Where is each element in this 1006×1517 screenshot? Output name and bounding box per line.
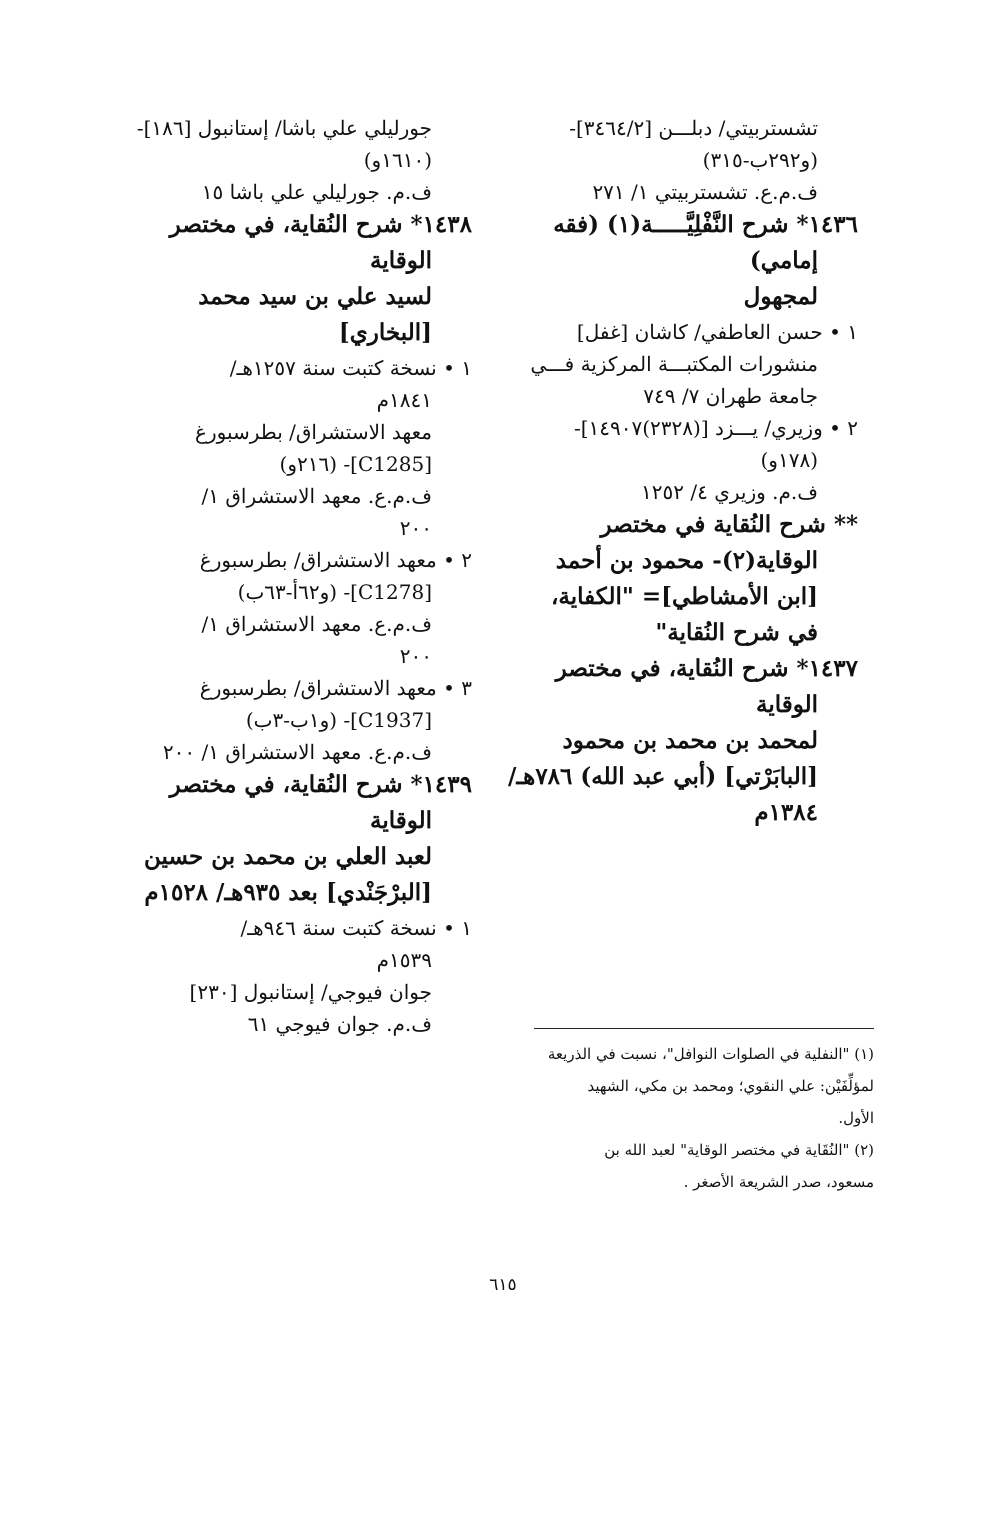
footnote-line: الأول. (838, 1109, 874, 1127)
right-column-line: ٢ • وزيري/ يـــزد [(٢٣٢٨)١٤٩٠٧]- (573, 416, 858, 440)
left-column-line: ف.م.ع. معهد الاستشراق ١/ ٢٠٠ (162, 740, 432, 764)
right-column-line: ** شرح النُقاية في مختصر (600, 511, 858, 538)
right-column-line: جامعة طهران ٧/ ٧٤٩ (643, 384, 818, 408)
right-column-line: ١٣٨٤م (754, 799, 818, 826)
footnotes (534, 1040, 874, 1200)
left-column-line: [C1278]- (و٦٢أ-٦٣ب) (237, 580, 432, 604)
left-column-line: ٢ • معهد الاستشراق/ بطرسبورغ (199, 548, 472, 572)
right-column-line: إمامي) (749, 247, 818, 274)
left-column-line: الوقاية (369, 807, 432, 834)
footnote-line: مسعود، صدر الشريعة الأصغر . (683, 1173, 874, 1191)
left-column-line: ١٨٤١م (376, 388, 432, 412)
left-column-line: [C1285]- (٢١٦و) (279, 452, 432, 476)
right-column-line: في شرح النُقاية" (655, 619, 818, 646)
right-column-line: لمجهول (743, 283, 818, 310)
left-column-line: لعبد العلي بن محمد بن حسين (144, 843, 432, 870)
right-column-line: [ابن الأمشاطي]= "الكفاية، (550, 583, 818, 610)
left-column-line: ٣ • معهد الاستشراق/ بطرسبورغ (199, 676, 472, 700)
left-column-line: [C1937]- (و١ب-٣ب) (245, 708, 432, 732)
left-column-line: ١٤٣٨* شرح النُقاية، في مختصر (169, 211, 472, 238)
footnote-separator (534, 1028, 874, 1029)
footnote-line: (١) "النفلية في الصلوات النوافل"، نسبت في الذريعة (547, 1045, 874, 1063)
left-column-line: ١٤٣٩* شرح النُقاية، في مختصر (169, 771, 472, 798)
right-column-line: (١٧٨و) (760, 448, 818, 472)
left-column-line: ف.م. جوان فيوجي ٦١ (247, 1012, 432, 1036)
footnote-line: لمؤلِّفَيْن: علي النقوي؛ ومحمد بن مكي، الشهيد (587, 1077, 874, 1095)
right-column-line: الوقاية (755, 691, 818, 718)
right-column-line: الوقاية(٢)- محمود بن أحمد (555, 547, 818, 574)
right-column-line: ١ • حسن العاطفي/ كاشان [غفل] (576, 320, 858, 344)
right-column-line: لمحمد بن محمد بن محمود (562, 727, 818, 754)
right-column-line: [البابَرْتي] (أبي عبد الله) ٧٨٦هـ/ (508, 763, 818, 790)
right-column (508, 112, 858, 832)
right-column-line: ف.م.ع. تشستربيتي ١/ ٢٧١ (592, 180, 818, 204)
right-column-line: تشستربيتي/ دبلـــن [٣٤٦٤/٢]- (569, 116, 818, 140)
right-column-line: ١٤٣٦* شرح النَّفْلِيَّـــــة(١) (فقه (553, 211, 858, 238)
left-column-line: ف.م.ع. معهد الاستشراق ١/ (201, 484, 432, 508)
left-column-line: [البرْجَنْدي] بعد ٩٣٥هـ/ ١٥٢٨م (144, 879, 432, 906)
right-column-line: ف.م. وزيري ٤/ ١٢٥٢ (641, 480, 818, 504)
right-column-line: منشورات المكتبـــة المركزية فـــي (530, 352, 818, 376)
left-column-line: معهد الاستشراق/ بطرسبورغ (195, 420, 432, 444)
left-column-line: ١ • نسخة كتبت سنة ٩٤٦هـ/ (240, 916, 472, 940)
right-column-line: ١٤٣٧* شرح النُقاية، في مختصر (555, 655, 858, 682)
right-column-line: (و٢٩٢ب-٣١٥) (702, 148, 818, 172)
left-column-line: ١ • نسخة كتبت سنة ١٢٥٧هـ/ (229, 356, 472, 380)
left-column-line: ف.م. جورليلي علي باشا ١٥ (201, 180, 432, 204)
left-column-line: ١٥٣٩م (376, 948, 432, 972)
left-column-line: لسيد علي بن سيد محمد (198, 283, 432, 310)
left-column-line: ف.م.ع. معهد الاستشراق ١/ (201, 612, 432, 636)
left-column-line: ٢٠٠ (399, 644, 432, 668)
left-column-line: ٢٠٠ (399, 516, 432, 540)
footnote-line: (٢) "النُقَاية في مختصر الوقاية" لعبد الله بن (604, 1141, 874, 1159)
left-column-line: (١٦١٠و) (363, 148, 432, 172)
left-column-line: [البخاري] (338, 319, 432, 346)
left-column-line: الوقاية (369, 247, 432, 274)
left-column-line: جوان فيوجي/ إستانبول [٢٣٠] (189, 980, 432, 1004)
left-column (132, 112, 472, 1040)
page-number: ٦١٥ (489, 1275, 517, 1295)
left-column-line: جورليلي علي باشا/ إستانبول [١٨٦]- (136, 116, 432, 140)
